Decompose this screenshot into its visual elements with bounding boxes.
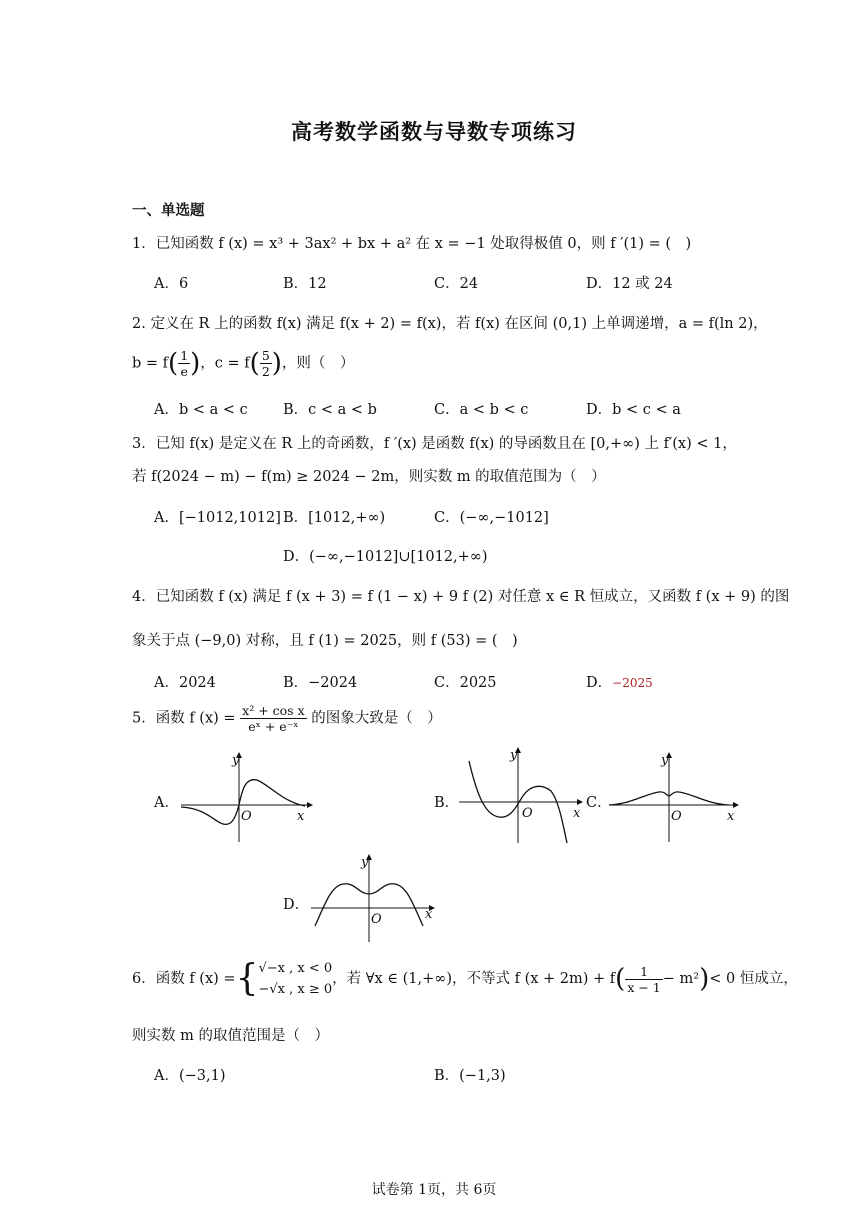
question-4-stem-line1: 4．已知函数 f (x) 满足 f (x + 3) = f (1 − x) + 9 f (2) 对任意 x ∈ R 恒成立，又函数 f (x + 9) 的图	[132, 589, 790, 605]
question-6-stem-line1: 6．函数 f (x) ={ √−x , x < 0 −√x , x ≥ 0 ，若 ∀x ∈ (1,+∞)，不等式 f (x + 2m) + f( $\frac{1}{x - 1}$ − m²)< 0 恒成立，	[132, 958, 798, 999]
question-5-fraction: $\frac{\text{x² + cos x}}{\text{eˣ + e⁻ˣ}}$	[242, 703, 305, 734]
question-1-option-d: D．12 或 24	[586, 276, 673, 292]
graph-c-y-label: y	[661, 753, 669, 768]
graph-b-origin: O	[522, 806, 533, 821]
graph-c-x-label: x	[727, 809, 735, 824]
page-title: 高考数学函数与导数专项练习	[291, 119, 577, 144]
question-2-option-d: D．b < c < a	[586, 402, 681, 418]
question-4-option-d: D．−2025	[586, 675, 653, 691]
graph-a-x-label: x	[297, 809, 305, 824]
question-3-stem-line2: 若 f(2024 − m) − f(m) ≥ 2024 − 2m，则实数 m 的取值范围为（ ）	[132, 469, 606, 485]
question-2-option-a: A．b < a < c	[154, 402, 248, 418]
question-1-option-b: B．12	[283, 276, 327, 292]
question-5-stem: 5．函数 f (x) = $\frac{\text{x² + cos x}}{\text{eˣ + e⁻ˣ}}$ 的图象大致是（ ）	[132, 703, 442, 734]
graph-b-y-label: y	[510, 748, 518, 763]
graph-d-origin: O	[371, 912, 382, 927]
question-3-option-b: B．[1012,+∞)	[283, 510, 386, 526]
question-4-option-d-value: −2025	[612, 676, 653, 690]
graph-b-x-label: x	[573, 806, 581, 821]
graph-a-origin: O	[241, 809, 252, 824]
question-3-option-c: C．(−∞,−1012]	[434, 510, 549, 526]
question-4-option-a: A．2024	[154, 675, 216, 691]
question-4-stem-line2: 象关于点 (−9,0) 对称，且 f (1) = 2025，则 f (53) = ( )	[132, 633, 518, 649]
question-3-option-d: D．(−∞,−1012]∪[1012,+∞)	[283, 549, 488, 565]
question-6-fraction: $\frac{1}{x - 1}$	[627, 963, 661, 995]
page-footer: 试卷第 1页，共 6页	[371, 1182, 497, 1198]
graph-d-y-label: y	[361, 855, 369, 870]
question-2-tail: ，则（ ）	[281, 355, 355, 372]
graph-option-b	[455, 745, 590, 850]
question-6-piecewise: √−x , x < 0 −√x , x ≥ 0	[258, 961, 333, 997]
question-2-stem-line2: b = f( $\frac{1}{e}$ )，c = f( $\frac{5}{2}$ )，则（ ）	[132, 348, 355, 379]
question-4-option-b: B．−2024	[283, 675, 358, 691]
question-2-option-b: B．c < a < b	[283, 402, 377, 418]
question-1-option-a: A．6	[154, 276, 189, 292]
question-2-stem-line1: 2. 定义在 R 上的函数 f(x) 满足 f(x + 2) = f(x)，若 f(x) 在区间 (0,1) 上单调递增，a = f(ln 2)，	[132, 316, 768, 332]
question-4-option-c: C．2025	[434, 675, 497, 691]
graph-d-x-label: x	[425, 907, 433, 922]
graph-option-d	[307, 852, 442, 947]
question-3-option-a: A．[−1012,1012]	[154, 510, 281, 526]
question-6-option-a: A．(−3,1)	[154, 1068, 226, 1084]
section-heading: 一、单选题	[132, 202, 205, 219]
question-5-option-d-label: D．	[283, 897, 310, 913]
question-1-stem: 1．已知函数 f (x) = x³ + 3ax² + bx + a² 在 x = −1 处取得极值 0，则 f ′(1) = ( )	[132, 236, 692, 252]
graph-a-y-label: y	[232, 753, 240, 768]
question-5-option-b-label: B．	[434, 795, 460, 811]
question-2-c-fraction: $\frac{5}{2}$	[261, 348, 270, 379]
question-1-option-c: C．24	[434, 276, 479, 292]
question-5-option-a-label: A．	[154, 795, 179, 811]
question-5-option-c-label: C．	[586, 795, 612, 811]
question-2-b-label: b = f	[132, 355, 169, 372]
question-2-option-c: C．a < b < c	[434, 402, 529, 418]
question-2-b-fraction: $\frac{1}{e}$	[180, 348, 189, 379]
graph-c-origin: O	[671, 809, 682, 824]
question-6-stem-line2: 则实数 m 的取值范围是（ ）	[132, 1028, 329, 1044]
question-2-c-label: ，c = f	[200, 355, 250, 372]
graph-option-a	[175, 750, 315, 850]
question-6-option-b: B．(−1,3)	[434, 1068, 506, 1084]
graph-option-c	[605, 750, 745, 850]
question-3-stem-line1: 3．已知 f(x) 是定义在 R 上的奇函数，f ′(x) 是函数 f(x) 的导函数且在 [0,+∞) 上 f′(x) < 1，	[132, 436, 737, 452]
